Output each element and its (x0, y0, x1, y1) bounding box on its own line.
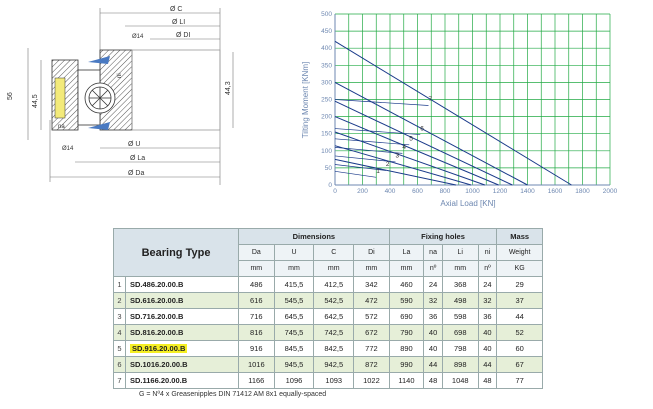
greasenipple-note: G = Nº4 x Greasenipples DIN 71412 AM 8x1 equally-spaced (139, 391, 327, 398)
series-label: 4 (402, 144, 406, 152)
column-unit: mm (274, 261, 314, 277)
column-unit: nº (478, 261, 497, 277)
value-cell: 1016 (239, 357, 275, 373)
row-number: 4 (114, 325, 126, 341)
value-cell: 945,5 (274, 357, 314, 373)
chart-ylabel: Tilting Moment [KNm] (301, 61, 310, 139)
row-number: 3 (114, 309, 126, 325)
series-label: 6 (420, 125, 424, 133)
series-label: 5 (409, 135, 413, 143)
bearing-type-text: SD.616.20.00.B (130, 296, 184, 305)
series-label: 1 (376, 168, 380, 176)
value-cell: 77 (497, 373, 543, 389)
value-cell: 698 (442, 325, 478, 341)
value-cell: 486 (239, 277, 275, 293)
value-cell: 772 (354, 341, 390, 357)
value-cell: 572 (354, 309, 390, 325)
bearing-type-text: SD.916.20.00.B (132, 344, 186, 353)
value-cell: 342 (354, 277, 390, 293)
series-leader-line (335, 139, 409, 145)
y-tick-label: 250 (321, 96, 332, 104)
column-header: Da (239, 245, 275, 261)
bearing-type-text: SD.816.20.00.B (130, 328, 184, 337)
y-tick-label: 500 (321, 11, 332, 18)
table-row (114, 309, 543, 325)
x-tick-label: 1600 (547, 188, 563, 195)
value-cell: 990 (389, 357, 423, 373)
x-tick-label: 200 (357, 188, 368, 195)
series-label: 7 (428, 96, 433, 104)
row-number: 7 (114, 373, 126, 389)
x-tick-label: 1800 (575, 188, 590, 195)
bearing-cross-section-drawing (0, 0, 280, 225)
column-unit: mm (442, 261, 478, 277)
column-header: U (274, 245, 314, 261)
value-cell: 716 (239, 309, 275, 325)
dim-height-445: 44,5 (32, 94, 39, 108)
value-cell: 32 (478, 293, 497, 309)
column-header: C (314, 245, 354, 261)
x-tick-label: 1000 (465, 188, 480, 195)
y-tick-label: 400 (321, 45, 332, 53)
value-cell: 645,5 (274, 309, 314, 325)
column-header: ni (478, 245, 497, 261)
value-cell: 32 (424, 293, 443, 309)
table-row (114, 357, 543, 373)
dim-bolt-lower-label: Ø14 (62, 146, 74, 152)
value-cell: 1166 (239, 373, 275, 389)
dim-c-label: Ø C (170, 6, 183, 13)
y-tick-label: 150 (321, 130, 332, 138)
bearing-spec-table (113, 228, 543, 389)
value-cell: 415,5 (274, 277, 314, 293)
column-unit: mm (314, 261, 354, 277)
value-cell: 37 (497, 293, 543, 309)
value-cell: 40 (478, 325, 497, 341)
row-number: 1 (114, 277, 126, 293)
x-tick-label: 600 (412, 188, 423, 195)
value-cell: 1096 (274, 373, 314, 389)
column-unit: mm (354, 261, 390, 277)
bearing-spec-table-wrapper (113, 228, 543, 398)
value-cell: 790 (389, 325, 423, 341)
dim-di-label: Ø DI (176, 32, 191, 39)
value-cell: 916 (239, 341, 275, 357)
series-leader-line (335, 171, 376, 177)
value-cell: 67 (497, 357, 543, 373)
value-cell: 460 (389, 277, 423, 293)
value-cell: 412,5 (314, 277, 354, 293)
bearing-type-cell (126, 373, 239, 389)
dim-ni-label: ni (117, 73, 123, 78)
value-cell: 40 (424, 325, 443, 341)
header-mass: Mass (497, 229, 543, 245)
value-cell: 590 (389, 293, 423, 309)
column-header: Di (354, 245, 390, 261)
bearing-type-text: SD.1166.20.00.B (130, 376, 188, 385)
value-cell: 44 (497, 309, 543, 325)
value-cell: 36 (424, 309, 443, 325)
load-chart (280, 0, 640, 225)
value-cell: 742,5 (314, 325, 354, 341)
value-cell: 498 (442, 293, 478, 309)
table-row (114, 341, 543, 357)
dim-na-label: na (58, 124, 65, 130)
value-cell: 24 (478, 277, 497, 293)
chart-series (335, 41, 572, 185)
value-cell: 890 (389, 341, 423, 357)
value-cell: 1048 (442, 373, 478, 389)
value-cell: 1022 (354, 373, 390, 389)
series-line-7 (335, 41, 572, 185)
value-cell: 672 (354, 325, 390, 341)
bearing-type-cell (126, 309, 239, 325)
value-cell: 52 (497, 325, 543, 341)
bearing-type-cell (126, 325, 239, 341)
value-cell: 368 (442, 277, 478, 293)
value-cell: 745,5 (274, 325, 314, 341)
series-label: 2 (385, 161, 390, 169)
value-cell: 898 (442, 357, 478, 373)
column-unit: nº (424, 261, 443, 277)
column-header: Li (442, 245, 478, 261)
bearing-type-text: SD.486.20.00.B (130, 280, 184, 289)
y-tick-label: 350 (321, 62, 332, 70)
dim-u-label: Ø U (128, 141, 141, 148)
series-line-5 (335, 101, 512, 185)
value-cell: 545,5 (274, 293, 314, 309)
y-tick-label: 0 (328, 182, 332, 189)
column-header: Weight (497, 245, 543, 261)
x-tick-label: 0 (333, 188, 337, 195)
bearing-type-cell (126, 341, 239, 357)
y-tick-label: 50 (324, 164, 332, 172)
value-cell: 24 (424, 277, 443, 293)
bearing-type-text: SD.1016.20.00.B (130, 360, 188, 369)
value-cell: 40 (424, 341, 443, 357)
value-cell: 542,5 (314, 293, 354, 309)
value-cell: 942,5 (314, 357, 354, 373)
row-number: 6 (114, 357, 126, 373)
table-row (114, 373, 543, 389)
chart-grid (335, 14, 610, 185)
value-cell: 40 (478, 341, 497, 357)
y-tick-label: 100 (321, 147, 332, 155)
dim-height-56: 56 (7, 92, 14, 100)
table-row (114, 293, 543, 309)
y-tick-label: 200 (321, 113, 332, 121)
value-cell: 690 (389, 309, 423, 325)
value-cell: 36 (478, 309, 497, 325)
bearing-type-cell (126, 357, 239, 373)
table-row (114, 325, 543, 341)
dim-bolt-label: Ø14 (132, 34, 144, 40)
value-cell: 1093 (314, 373, 354, 389)
x-tick-label: 2000 (602, 188, 618, 195)
row-number: 2 (114, 293, 126, 309)
value-cell: 816 (239, 325, 275, 341)
bearing-type-text: SD.716.20.00.B (130, 312, 184, 321)
bearing-type-cell (126, 277, 239, 293)
series-label: 3 (395, 152, 400, 160)
value-cell: 44 (478, 357, 497, 373)
value-cell: 872 (354, 357, 390, 373)
value-cell: 598 (442, 309, 478, 325)
header-fixing-holes: Fixing holes (389, 229, 497, 245)
header-dimensions: Dimensions (239, 229, 390, 245)
value-cell: 472 (354, 293, 390, 309)
y-tick-label: 450 (321, 28, 332, 36)
value-cell: 842,5 (314, 341, 354, 357)
column-unit: KG (497, 261, 543, 277)
dim-height-443: 44,3 (225, 81, 232, 95)
row-number: 5 (114, 341, 126, 357)
dim-la-label: Ø La (130, 155, 146, 162)
column-unit: mm (239, 261, 275, 277)
value-cell: 44 (424, 357, 443, 373)
value-cell: 29 (497, 277, 543, 293)
x-tick-label: 1200 (492, 188, 508, 195)
table-row (114, 277, 543, 293)
value-cell: 1140 (389, 373, 423, 389)
column-unit: mm (389, 261, 423, 277)
chart-xlabel: Axial Load [KN] (440, 199, 496, 208)
value-cell: 60 (497, 341, 543, 357)
value-cell: 48 (478, 373, 497, 389)
value-cell: 616 (239, 293, 275, 309)
bearing-type-cell (126, 293, 239, 309)
y-tick-label: 300 (321, 79, 332, 87)
dim-li-label: Ø LI (172, 19, 186, 26)
value-cell: 845,5 (274, 341, 314, 357)
value-cell: 48 (424, 373, 443, 389)
x-tick-label: 800 (439, 188, 451, 195)
column-header: na (424, 245, 443, 261)
chart-ticks (321, 11, 617, 195)
x-tick-label: 400 (384, 188, 396, 195)
table-body (114, 277, 543, 389)
header-bearing-type: Bearing Type (114, 229, 239, 277)
x-tick-label: 1400 (520, 188, 535, 195)
value-cell: 642,5 (314, 309, 354, 325)
column-header: La (389, 245, 423, 261)
value-cell: 798 (442, 341, 478, 357)
dim-da-label: Ø Da (128, 170, 145, 177)
